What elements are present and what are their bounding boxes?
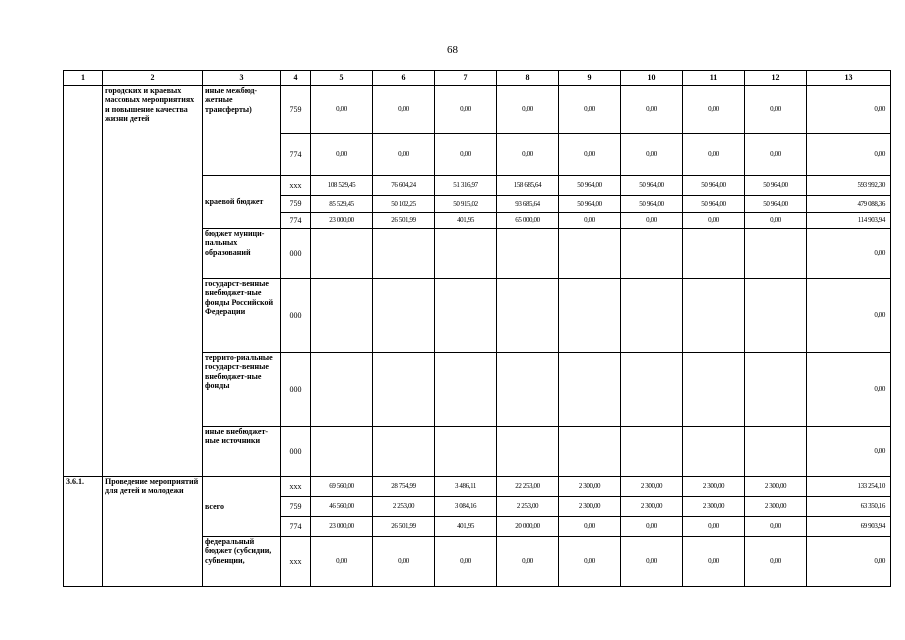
value-cell (373, 427, 435, 477)
total-cell: 0,00 (807, 86, 891, 134)
value-cell: 50 964,00 (745, 196, 807, 213)
funding-source: краевой бюджет (203, 176, 281, 229)
value-cell: 0,00 (683, 86, 745, 134)
value-cell (683, 353, 745, 427)
header-cell: 9 (559, 71, 621, 86)
funding-source: бюджет муници-пальных образований (203, 229, 281, 279)
total-cell: 0,00 (807, 229, 891, 279)
code-cell: 000 (281, 427, 311, 477)
value-cell: 2 300,00 (559, 497, 621, 517)
header-cell: 6 (373, 71, 435, 86)
value-cell (373, 279, 435, 353)
value-cell (559, 229, 621, 279)
code-cell: 759 (281, 497, 311, 517)
code-cell: 000 (281, 229, 311, 279)
value-cell: 0,00 (559, 213, 621, 229)
table-row (64, 477, 891, 497)
table-row (64, 86, 891, 134)
value-cell: 50 964,00 (745, 176, 807, 196)
value-cell (621, 279, 683, 353)
funding-source: государст-венные внебюджет-ные фонды Российской Федерации (203, 279, 281, 353)
value-cell (745, 353, 807, 427)
header-cell: 1 (64, 71, 103, 86)
value-cell: 0,00 (373, 537, 435, 587)
total-cell: 0,00 (807, 427, 891, 477)
value-cell: 0,00 (497, 537, 559, 587)
total-cell: 133 254,10 (807, 477, 891, 497)
value-cell: 0,00 (683, 517, 745, 537)
code-cell: 000 (281, 353, 311, 427)
value-cell: 76 604,24 (373, 176, 435, 196)
value-cell: 69 560,00 (311, 477, 373, 497)
value-cell (373, 229, 435, 279)
total-cell: 479 088,36 (807, 196, 891, 213)
value-cell: 0,00 (683, 134, 745, 176)
code-cell: 000 (281, 279, 311, 353)
value-cell: 85 529,45 (311, 196, 373, 213)
value-cell (435, 353, 497, 427)
value-cell (559, 427, 621, 477)
value-cell: 50 964,00 (559, 176, 621, 196)
value-cell: 108 529,45 (311, 176, 373, 196)
value-cell (497, 279, 559, 353)
value-cell (745, 279, 807, 353)
value-cell: 0,00 (745, 134, 807, 176)
header-cell: 3 (203, 71, 281, 86)
value-cell: 50 915,02 (435, 196, 497, 213)
value-cell (497, 427, 559, 477)
total-cell: 0,00 (807, 353, 891, 427)
value-cell: 0,00 (621, 213, 683, 229)
value-cell: 65 000,00 (497, 213, 559, 229)
value-cell (435, 229, 497, 279)
value-cell: 46 560,00 (311, 497, 373, 517)
value-cell: 0,00 (621, 517, 683, 537)
value-cell (745, 427, 807, 477)
value-cell (621, 427, 683, 477)
value-cell: 401,95 (435, 213, 497, 229)
code-cell: ххх (281, 176, 311, 196)
value-cell (373, 353, 435, 427)
total-cell: 0,00 (807, 134, 891, 176)
total-cell: 63 350,16 (807, 497, 891, 517)
header-row (64, 71, 891, 86)
value-cell: 0,00 (559, 86, 621, 134)
funding-source: иные межбюд-жетные трансферты) (203, 86, 281, 176)
row-number-cell: 3.6.1. (64, 477, 103, 587)
page-number: 68 (447, 44, 458, 56)
value-cell: 0,00 (497, 86, 559, 134)
value-cell: 401,95 (435, 517, 497, 537)
value-cell: 0,00 (621, 134, 683, 176)
event-description: городских и краевых массовых мероприятиях и повышение качества жизни детей (103, 86, 203, 477)
total-cell: 593 992,30 (807, 176, 891, 196)
value-cell: 0,00 (683, 537, 745, 587)
value-cell: 3 486,11 (435, 477, 497, 497)
value-cell: 0,00 (373, 86, 435, 134)
value-cell (311, 427, 373, 477)
value-cell (683, 279, 745, 353)
value-cell: 50 964,00 (683, 196, 745, 213)
code-cell: 774 (281, 213, 311, 229)
value-cell: 50 964,00 (621, 176, 683, 196)
total-cell: 0,00 (807, 537, 891, 587)
value-cell: 0,00 (435, 86, 497, 134)
value-cell: 0,00 (621, 537, 683, 587)
value-cell (621, 229, 683, 279)
funding-source: федеральный бюджет (субсидии, субвенции, (203, 537, 281, 587)
value-cell: 93 685,64 (497, 196, 559, 213)
value-cell: 2 300,00 (559, 477, 621, 497)
value-cell (559, 279, 621, 353)
value-cell (311, 229, 373, 279)
value-cell: 0,00 (559, 517, 621, 537)
total-cell: 114 903,94 (807, 213, 891, 229)
value-cell: 23 000,00 (311, 213, 373, 229)
value-cell: 0,00 (621, 86, 683, 134)
value-cell: 0,00 (745, 86, 807, 134)
value-cell: 23 000,00 (311, 517, 373, 537)
value-cell: 50 964,00 (621, 196, 683, 213)
value-cell: 0,00 (559, 134, 621, 176)
value-cell: 2 300,00 (745, 497, 807, 517)
value-cell: 22 253,00 (497, 477, 559, 497)
value-cell: 158 685,64 (497, 176, 559, 196)
value-cell (559, 353, 621, 427)
value-cell (683, 427, 745, 477)
value-cell (311, 279, 373, 353)
value-cell: 0,00 (497, 134, 559, 176)
header-cell: 5 (311, 71, 373, 86)
value-cell: 20 000,00 (497, 517, 559, 537)
value-cell: 0,00 (435, 134, 497, 176)
value-cell: 2 253,00 (497, 497, 559, 517)
funding-source: всего (203, 477, 281, 537)
value-cell (435, 427, 497, 477)
header-cell: 13 (807, 71, 891, 86)
value-cell (745, 229, 807, 279)
value-cell: 2 300,00 (621, 477, 683, 497)
header-cell: 12 (745, 71, 807, 86)
header-cell: 7 (435, 71, 497, 86)
value-cell (311, 353, 373, 427)
value-cell: 2 300,00 (683, 477, 745, 497)
value-cell: 0,00 (745, 213, 807, 229)
value-cell: 26 501,99 (373, 213, 435, 229)
value-cell: 0,00 (311, 134, 373, 176)
total-cell: 0,00 (807, 279, 891, 353)
value-cell (497, 353, 559, 427)
value-cell: 3 084,16 (435, 497, 497, 517)
row-number-cell (64, 86, 103, 477)
value-cell: 50 964,00 (683, 176, 745, 196)
funding-source: иные внебюджет-ные источники (203, 427, 281, 477)
code-cell: 774 (281, 134, 311, 176)
code-cell: ххх (281, 477, 311, 497)
header-cell: 11 (683, 71, 745, 86)
value-cell (621, 353, 683, 427)
header-cell: 4 (281, 71, 311, 86)
value-cell: 0,00 (745, 537, 807, 587)
header-cell: 8 (497, 71, 559, 86)
code-cell: ххх (281, 537, 311, 587)
value-cell: 0,00 (373, 134, 435, 176)
value-cell: 28 754,99 (373, 477, 435, 497)
value-cell (435, 279, 497, 353)
header-cell: 2 (103, 71, 203, 86)
event-description: Проведение мероприятий для детей и молодежи (103, 477, 203, 587)
value-cell: 0,00 (559, 537, 621, 587)
value-cell: 26 501,99 (373, 517, 435, 537)
value-cell: 0,00 (435, 537, 497, 587)
value-cell: 0,00 (745, 517, 807, 537)
value-cell: 50 102,25 (373, 196, 435, 213)
total-cell: 69 903,94 (807, 517, 891, 537)
value-cell: 2 300,00 (621, 497, 683, 517)
value-cell: 0,00 (311, 86, 373, 134)
value-cell (497, 229, 559, 279)
value-cell (683, 229, 745, 279)
code-cell: 759 (281, 196, 311, 213)
code-cell: 759 (281, 86, 311, 134)
value-cell: 51 316,97 (435, 176, 497, 196)
value-cell: 0,00 (683, 213, 745, 229)
value-cell: 50 964,00 (559, 196, 621, 213)
code-cell: 774 (281, 517, 311, 537)
funding-source: террито-риальные государст-венные внебюджет-ные фонды (203, 353, 281, 427)
value-cell: 2 300,00 (683, 497, 745, 517)
header-cell: 10 (621, 71, 683, 86)
value-cell: 2 300,00 (745, 477, 807, 497)
value-cell: 0,00 (311, 537, 373, 587)
value-cell: 2 253,00 (373, 497, 435, 517)
funding-table (63, 70, 891, 587)
